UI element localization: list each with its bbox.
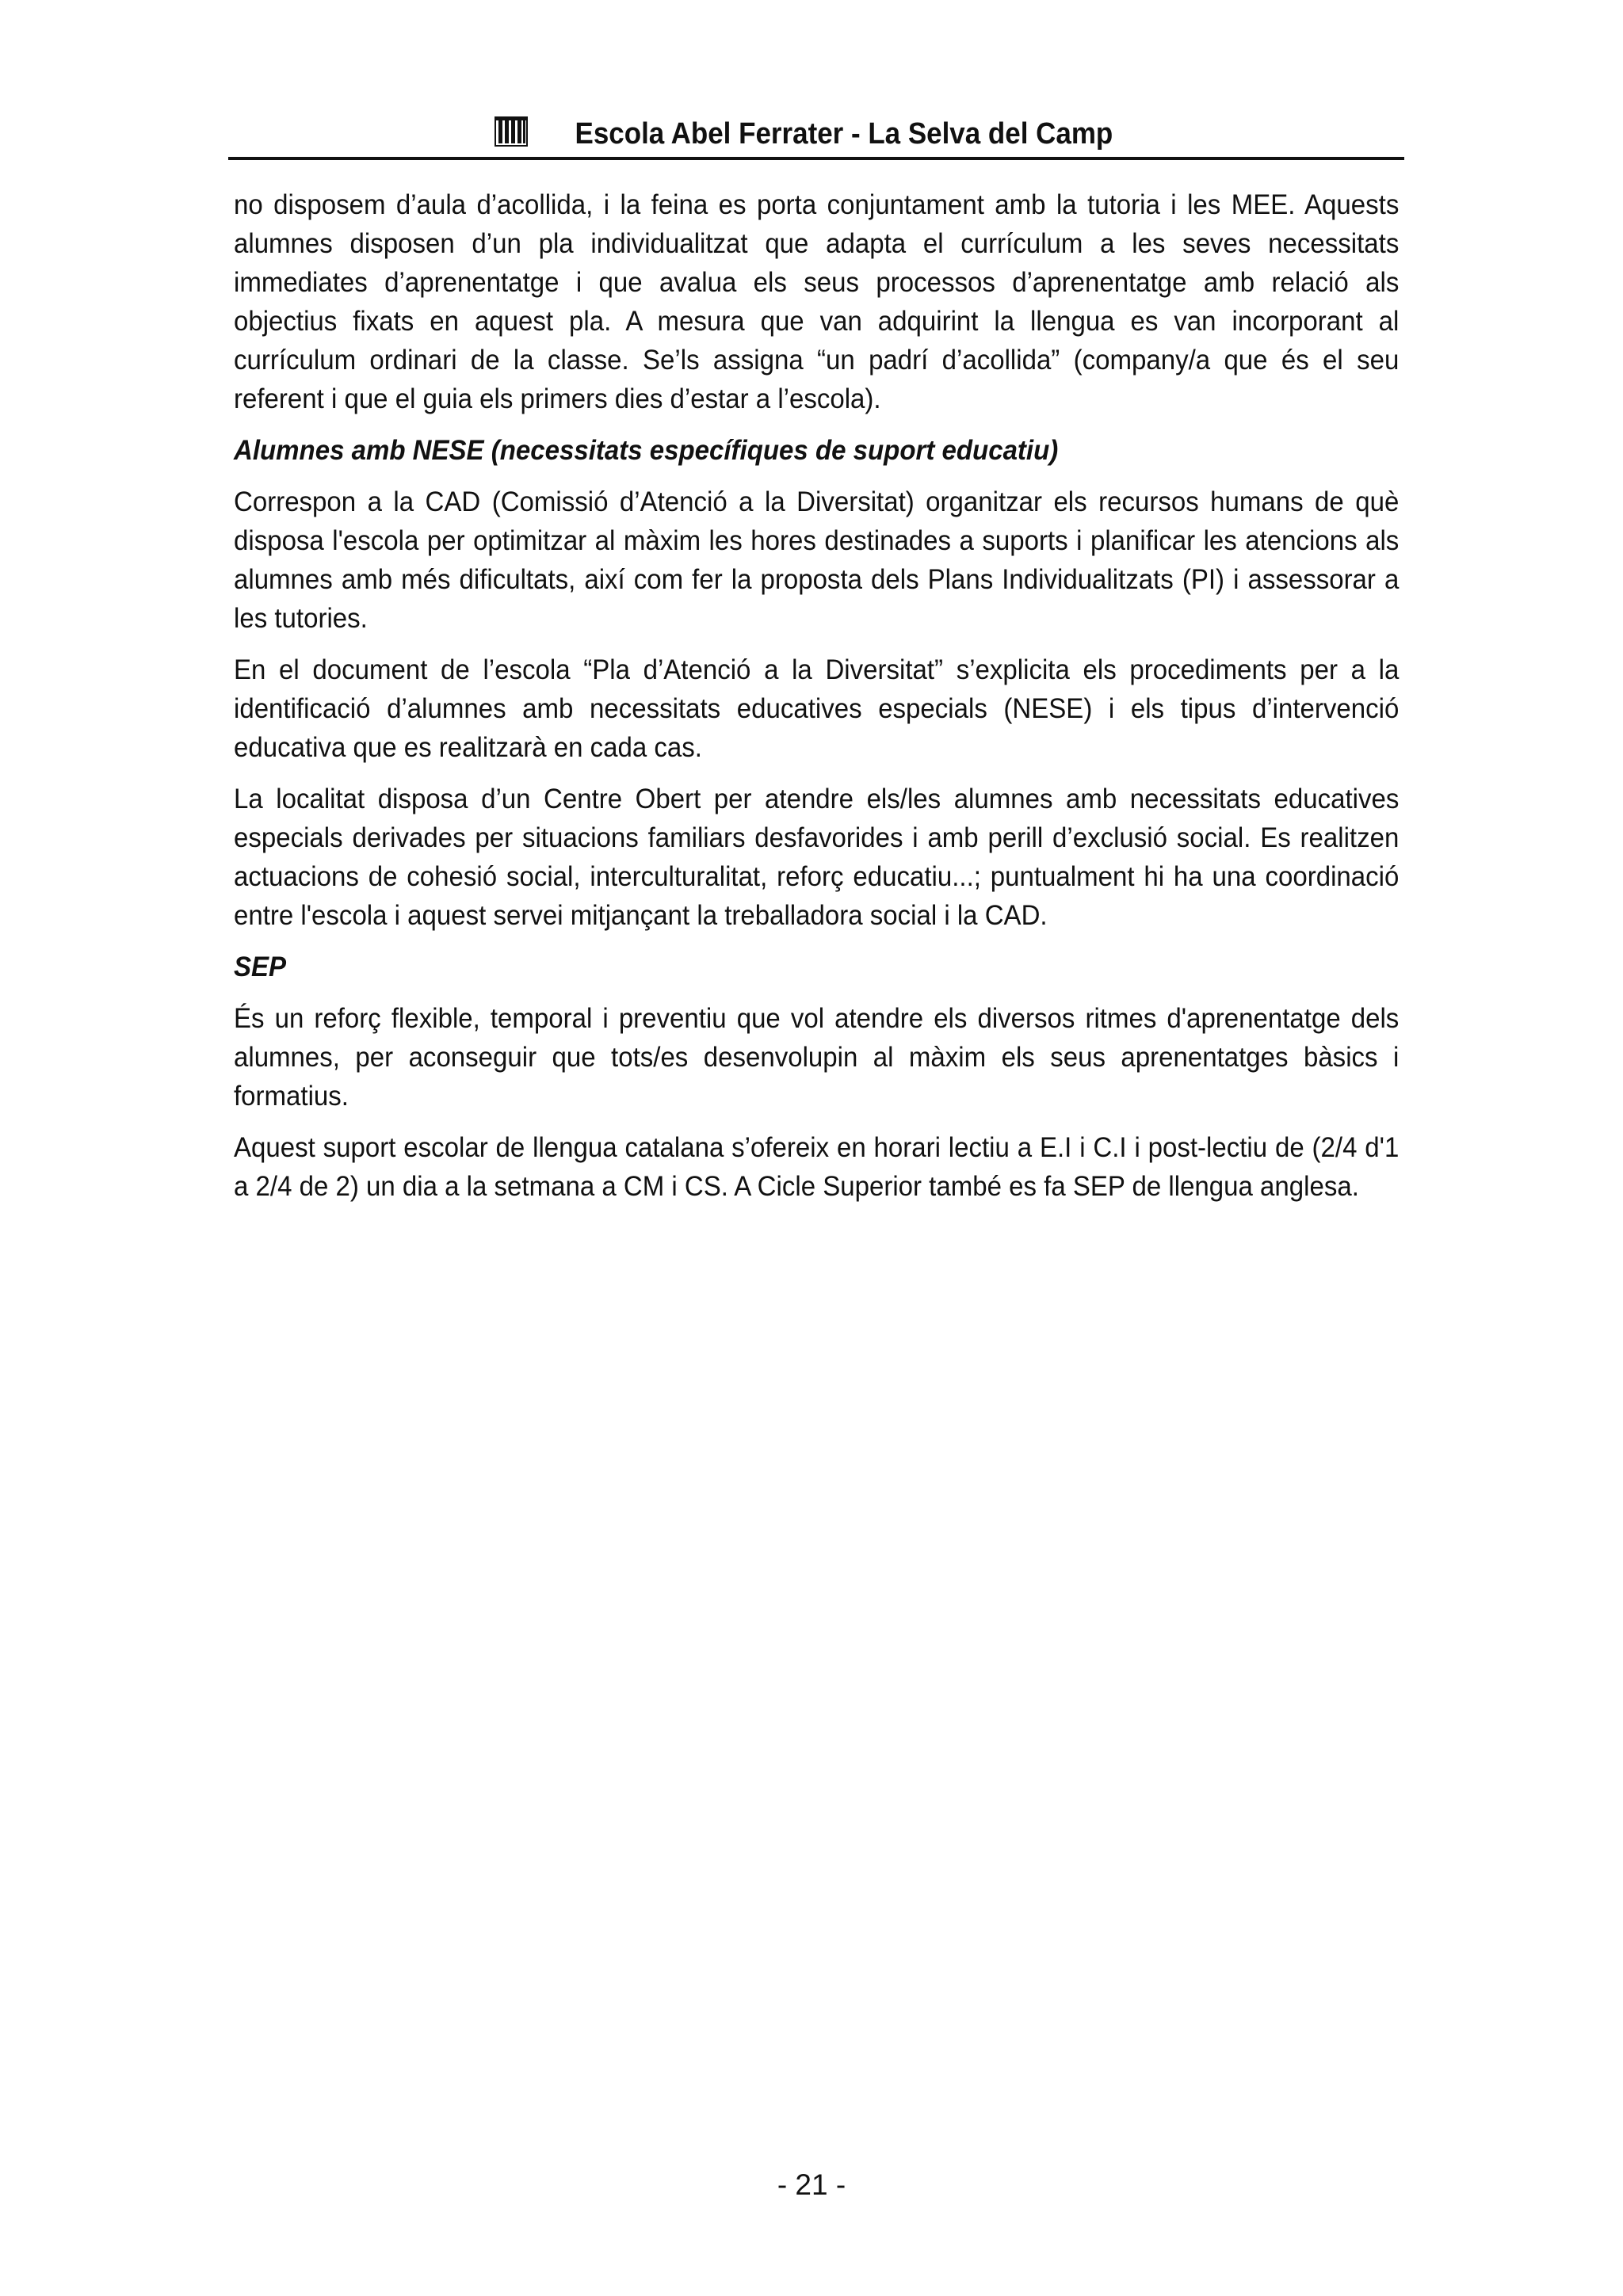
- main-content: [234, 185, 1399, 1219]
- paragraph-centre-obert: La localitat disposa d’un Centre Obert per atendre els/les alumnes amb necessitats educatives especials derivades per situacions familiars desfavorides i amb perill d’exclusió social. Es realitzen actuacions de cohesió social, interculturalitat, reforç educatiu...; puntualment hi ha una coordinació entre l'escola i aquest servei mitjançant la treballadora social i la CAD.: [234, 783, 1400, 931]
- paragraph-sep-definition: És un reforç flexible, temporal i preventiu que vol atendre els diversos ritmes d'aprenentatge dels alumnes, per aconseguir que tots/es desenvolupin al màxim els seus aprenentatges bàsics i formatius.: [234, 1002, 1400, 1112]
- section-heading-sep: SEP: [234, 951, 287, 982]
- page-number: - 21 -: [777, 2168, 846, 2201]
- paragraph-pla-atencio: En el document de l’escola “Pla d’Atenció a la Diversitat” s’explicita els procediments per a la identificació d’alumnes amb necessitats educatives especials (NESE) i els tipus d’intervenció educativa que es realitzarà en cada cas.: [234, 654, 1400, 763]
- page-header: [228, 108, 1403, 160]
- paragraph-cad: Correspon a la CAD (Comissió d’Atenció a la Diversitat) organitzar els recursos humans de què disposa l'escola per optimitzar al màxim les hores destinades a suports i planificar les atencions als alumnes amb més dificultats, així com fer la proposta dels Plans Individualitzats (PI) i assessorar a les tutories.: [234, 486, 1400, 634]
- header-title: Escola Abel Ferrater - La Selva del Camp: [575, 116, 1113, 151]
- paragraph-acollida: no disposem d’aula d’acollida, i la feina es porta conjuntament amb la tutoria i les MEE. Aquests alumnes disposen d’un pla individualitzat que adapta el currículum a les seves necessitats immediates d’aprenentatge i que avalua els seus processos d’aprenentatge amb relació als objectius fixats en aquest pla. A mesura que van adquirint la llengua es van incorporant al currículum ordinari de la classe. Se’ls assigna “un padrí d’acollida” (company/a que és el seu referent i que el guia els primers dies d’estar a l’escola).: [234, 189, 1400, 414]
- paragraph-sep-schedule: Aquest suport escolar de llengua catalana s’ofereix en horari lectiu a E.I i C.I i post-lectiu de (2/4 d'1 a 2/4 de 2) un dia a la setmana a CM i CS. A Cicle Superior també es fa SEP de llengua anglesa.: [234, 1131, 1400, 1202]
- section-heading-nese: Alumnes amb NESE (necessitats específiques de suport educatiu): [234, 434, 1059, 466]
- school-crest-icon: [495, 115, 528, 148]
- header-rule: [228, 157, 1404, 160]
